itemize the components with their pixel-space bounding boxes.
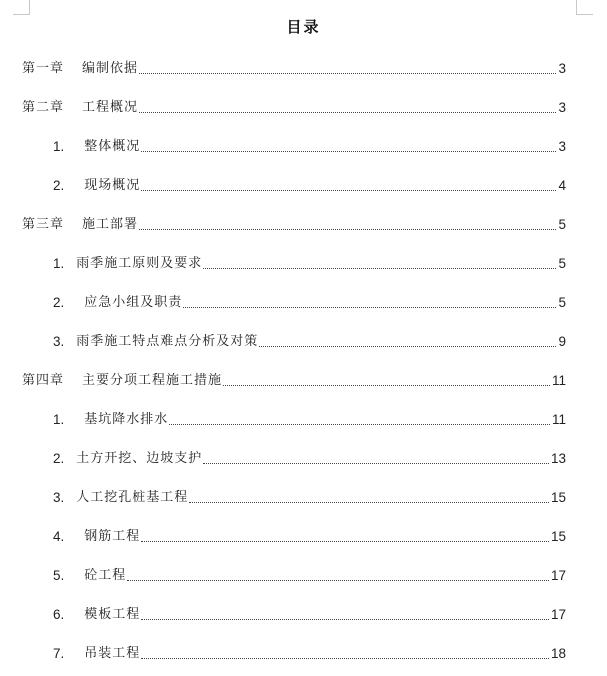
toc-page-number: 18 — [550, 646, 566, 661]
toc-entry-title: 砼工程 — [84, 568, 127, 583]
toc-dot-leader — [203, 463, 549, 464]
toc-section-number: 2. — [53, 295, 65, 310]
toc-section-number: 2. — [53, 451, 65, 466]
toc-entry[interactable] — [22, 95, 566, 117]
toc-dot-leader — [141, 541, 549, 542]
toc-entry-title: 吊装工程 — [84, 646, 141, 661]
toc-dot-leader — [189, 502, 549, 503]
toc-entry-title: 模板工程 — [84, 607, 141, 622]
page-corner-mark-right — [576, 0, 593, 15]
toc-entry-title: 应急小组及职责 — [84, 295, 183, 310]
toc-dot-leader — [141, 190, 556, 191]
toc-section-number: 1. — [53, 139, 65, 154]
toc-chapter-number: 第三章 — [22, 217, 65, 232]
toc-entry-title: 工程概况 — [82, 100, 139, 115]
toc-section-number: 4. — [53, 529, 65, 544]
toc-page-number: 5 — [558, 295, 566, 310]
toc-entry[interactable] — [53, 641, 566, 663]
toc-entry[interactable] — [53, 407, 566, 429]
toc-chapter-number: 第一章 — [22, 61, 65, 76]
toc-page-number: 4 — [558, 178, 566, 193]
toc-page-number: 13 — [550, 451, 566, 466]
toc-dot-leader — [141, 151, 556, 152]
toc-entry[interactable] — [53, 602, 566, 624]
toc-entry[interactable] — [53, 251, 566, 273]
toc-entry-title: 编制依据 — [82, 61, 139, 76]
toc-section-number: 2. — [53, 178, 65, 193]
toc-entry-title: 整体概况 — [84, 139, 141, 154]
toc-page-number: 17 — [550, 568, 566, 583]
toc-entry[interactable] — [22, 56, 566, 78]
toc-page-number: 5 — [558, 256, 566, 271]
toc-entry[interactable] — [53, 134, 566, 156]
toc-dot-leader — [139, 112, 556, 113]
toc-section-number: 1. — [53, 412, 65, 427]
toc-entry[interactable] — [53, 173, 566, 195]
toc-entry[interactable] — [22, 212, 566, 234]
toc-page-number: 11 — [551, 412, 566, 427]
toc-entry-title: 施工部署 — [82, 217, 139, 232]
toc-entry-title: 钢筋工程 — [84, 529, 141, 544]
toc-chapter-number: 第四章 — [22, 373, 65, 388]
toc-section-number: 1. — [53, 256, 65, 271]
toc-dot-leader — [139, 229, 556, 230]
toc-page-number: 5 — [558, 217, 566, 232]
toc-entry[interactable] — [53, 329, 566, 351]
toc-page-number: 17 — [550, 607, 566, 622]
toc-entry-title: 土方开挖、边坡支护 — [76, 451, 203, 466]
toc-entry-title: 现场概况 — [84, 178, 141, 193]
toc-chapter-number: 第二章 — [22, 100, 65, 115]
toc-page-number: 3 — [558, 61, 566, 76]
toc-section-number: 3. — [53, 334, 65, 349]
toc-entry-title: 基坑降水排水 — [84, 412, 169, 427]
toc-dot-leader — [169, 424, 550, 425]
toc-dot-leader — [139, 73, 556, 74]
page-corner-mark-left — [13, 0, 30, 15]
toc-page-number: 9 — [558, 334, 566, 349]
toc-entry-title: 主要分项工程施工措施 — [82, 373, 223, 388]
toc-page-number: 3 — [558, 139, 566, 154]
toc-section-number: 7. — [53, 646, 65, 661]
toc-dot-leader — [223, 385, 550, 386]
toc-dot-leader — [183, 307, 556, 308]
toc-entry[interactable] — [22, 368, 566, 390]
toc-page-number: 3 — [558, 100, 566, 115]
toc-entry[interactable] — [53, 563, 566, 585]
toc-entry[interactable] — [53, 446, 566, 468]
toc-dot-leader — [141, 658, 549, 659]
toc-dot-leader — [259, 346, 556, 347]
toc-entry-title: 人工挖孔桩基工程 — [76, 490, 189, 505]
toc-entry[interactable] — [53, 524, 566, 546]
toc-entry-title: 雨季施工特点难点分析及对策 — [76, 334, 259, 349]
toc-page-number: 11 — [551, 373, 566, 388]
toc-page-number: 15 — [550, 490, 566, 505]
toc-entry[interactable] — [53, 290, 566, 312]
toc-dot-leader — [203, 268, 556, 269]
toc-section-number: 3. — [53, 490, 65, 505]
toc-dot-leader — [127, 580, 549, 581]
toc-title: 目录 — [286, 18, 321, 36]
toc-dot-leader — [141, 619, 549, 620]
toc-section-number: 6. — [53, 607, 65, 622]
toc-entry[interactable] — [53, 485, 566, 507]
toc-page-number: 15 — [550, 529, 566, 544]
toc-section-number: 5. — [53, 568, 65, 583]
toc-entry-title: 雨季施工原则及要求 — [76, 256, 203, 271]
